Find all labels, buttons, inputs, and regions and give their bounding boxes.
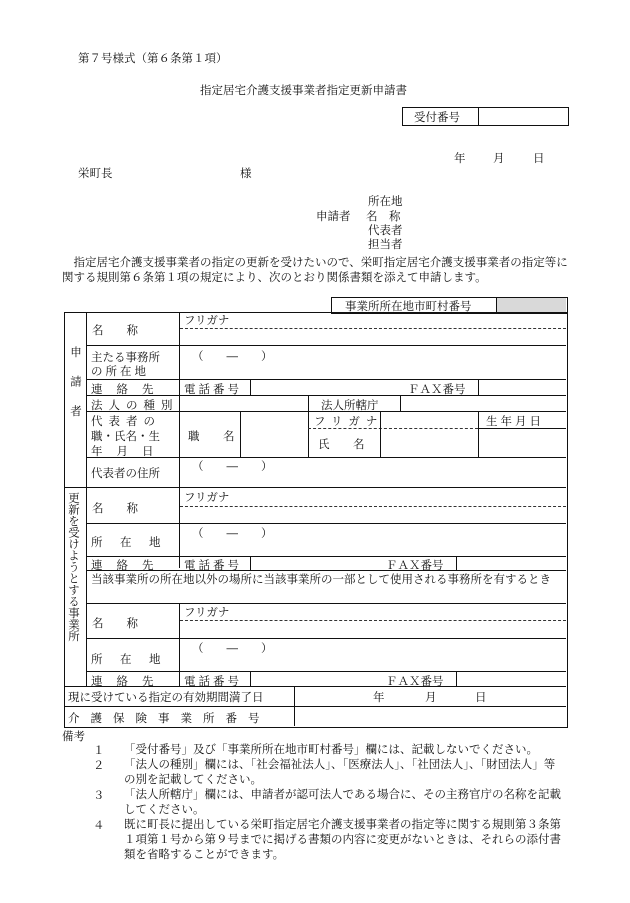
applicant-phone-field[interactable]	[252, 381, 402, 394]
rep-address-label: 代表者の住所	[91, 466, 160, 480]
form-number: 第７号様式（第６条第１項）	[78, 51, 228, 65]
sub-office-name-label: 名 称	[92, 616, 138, 630]
applicant-name-field[interactable]	[181, 330, 565, 344]
applicant-person-in-charge-label: 担当者	[368, 237, 403, 251]
date-month: 月	[493, 151, 505, 165]
main-office-label-1: 主たる事務所	[91, 350, 160, 364]
insurance-number-field[interactable]	[296, 708, 564, 724]
renewal-contact-label: 連絡先	[91, 558, 168, 572]
renewal-section-label: 更新を受けようとする事業所	[67, 492, 81, 642]
corp-type-label: 法人の種別	[91, 398, 179, 412]
renewal-fax-label: ＦＡＸ番号	[386, 558, 444, 572]
sub-office-phone-label: 電話番号	[184, 674, 242, 688]
office-code-field[interactable]	[497, 298, 566, 313]
honorific: 様	[240, 166, 252, 180]
intro-paragraph: 指定居宅介護支援事業者の指定の更新を受けたいので、栄町指定居宅介護支援事業者の指定等に関する規則第６条第１項の規定により、次のとおり関係書類を添えて申請します。	[62, 255, 568, 284]
sub-office-fax-field[interactable]	[458, 673, 564, 685]
insurance-number-label: 介護保険事業所番号	[68, 711, 271, 725]
applicant-fax-label: ＦＡＸ番号	[408, 382, 466, 396]
applicant-fax-field[interactable]	[480, 381, 564, 394]
renewal-phone-field[interactable]	[252, 557, 372, 569]
rep-birth-field[interactable]	[480, 430, 564, 455]
remarks-title: 備考	[62, 729, 85, 743]
rep-title-label: 職 名	[188, 429, 241, 443]
rep-name-field[interactable]	[382, 430, 476, 455]
applicant-phone-label: 電話番号	[184, 382, 242, 396]
rep-furigana-label: フリガナ	[314, 414, 384, 428]
rep-name-label: 氏 名	[318, 437, 371, 451]
main-office-label-2: の所在地	[91, 364, 149, 378]
sub-office-address-label: 所 在 地	[91, 652, 164, 666]
applicant-furigana-label: フリガナ	[184, 313, 230, 327]
addressee: 栄町長	[78, 166, 113, 180]
remark-2-number: ２	[93, 758, 105, 772]
receipt-number-field[interactable]	[482, 109, 564, 123]
rep-address-postal[interactable]: （ ― ）	[192, 459, 273, 473]
main-office-postal[interactable]: （ ― ）	[192, 349, 273, 363]
rep-label-3: 年月日	[91, 444, 168, 458]
applicant-address-label: 所在地	[368, 194, 403, 208]
applicant-representative-label: 代表者	[368, 223, 403, 237]
applicant-label: 申請者	[316, 209, 351, 223]
applicant-name-label: 名 称	[92, 323, 138, 337]
applicant-contact-label: 連絡先	[91, 382, 168, 396]
renewal-name-label: 名 称	[92, 501, 138, 515]
remark-3-text: 「法人所轄庁」欄には、申請者が認可法人である場合に、その主務官庁の名称を記載してください。	[124, 787, 561, 816]
document-title: 指定居宅介護支援事業者指定更新申請書	[200, 83, 407, 97]
office-code-label: 事業所所在地市町村番号	[345, 299, 472, 313]
sub-office-phone-field[interactable]	[252, 673, 372, 685]
renewal-postal[interactable]: （ ― ）	[192, 526, 273, 540]
renewal-name-field[interactable]	[181, 508, 565, 522]
sub-office-fax-label: ＦＡＸ番号	[386, 674, 444, 688]
expiry-year: 年	[373, 690, 385, 704]
corp-type-field[interactable]	[181, 397, 305, 410]
applicant-section-label: 申請者	[69, 346, 83, 435]
receipt-number-label: 受付番号	[414, 110, 460, 124]
remark-2-text: 「法人の種別」欄には、「社会福祉法人」、「医療法人」、「社団法人」、「財団法人」等の別を記載してください。	[124, 757, 556, 786]
date-year: 年	[454, 151, 466, 165]
jurisdiction-field[interactable]	[402, 397, 564, 410]
rep-birth-label: 生年月日	[486, 414, 544, 428]
sub-office-furigana-label: フリガナ	[184, 605, 230, 619]
expiry-label: 現に受けている指定の有効期間満了日	[68, 690, 264, 704]
remark-1-number: １	[93, 743, 105, 757]
rep-label-2: 職・氏名・生	[91, 429, 160, 443]
remark-3-number: ３	[93, 788, 105, 802]
remark-4-text: 既に町長に提出している栄町指定居宅介護支援事業者の指定等に関する規則第３条第１項第１号から第９号までに掲げる書類の内容に変更がないときは、それらの添付書類を省略することができます。	[124, 817, 561, 861]
remark-1-text: 「受付番号」及び「事業所所在地市町村番号」欄には、記載しないでください。	[124, 742, 538, 756]
other-location-note: 当該事業所の所在地以外の場所に当該事業所の一部として使用される事務所を有するとき	[91, 572, 551, 586]
rep-title-field[interactable]	[242, 413, 306, 455]
applicant-name-label: 名 称	[366, 209, 401, 223]
renewal-fax-field[interactable]	[458, 557, 564, 569]
sub-office-contact-label: 連絡先	[91, 674, 168, 688]
date-day: 日	[533, 151, 545, 165]
jurisdiction-label: 法人所轄庁	[321, 398, 379, 412]
expiry-day: 日	[475, 690, 487, 704]
renewal-furigana-label: フリガナ	[184, 490, 230, 504]
sub-office-name-field[interactable]	[181, 622, 565, 636]
rep-label-1: 代表者の	[91, 414, 161, 428]
sub-office-postal[interactable]: （ ― ）	[192, 641, 273, 655]
renewal-address-label: 所 在 地	[91, 535, 164, 549]
renewal-phone-label: 電話番号	[184, 558, 242, 572]
expiry-month: 月	[425, 690, 437, 704]
remark-4-number: ４	[93, 818, 105, 832]
